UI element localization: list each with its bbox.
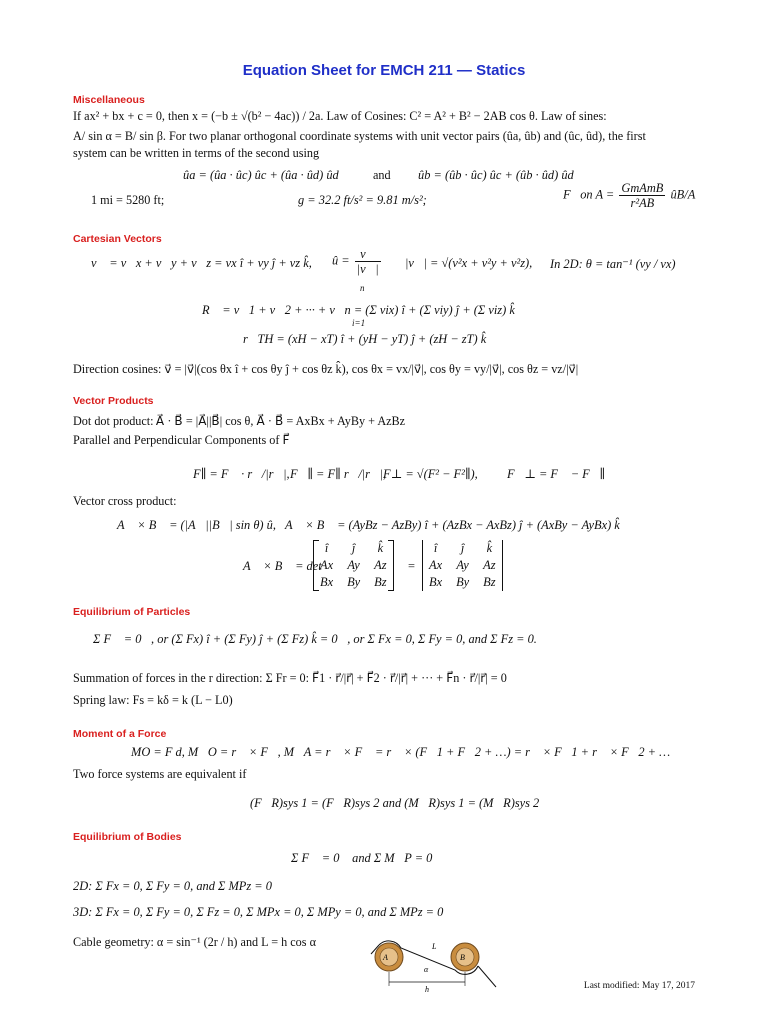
unit-vector-ua-equation: ûa = (ûa · ûc) ûc + (ûa · ûd) ûd — [183, 168, 339, 182]
parallel-component-magnitude: F∥ = F⃗ · r⃗/|r⃗|, — [193, 467, 290, 481]
matrix-cell: Ay — [456, 558, 469, 572]
cross-product-components: A⃗ × B⃗ = (AyBz − AzBy) î + (AzBx − AxBz) ĵ + (AxBy − AyBx) k̂ — [285, 518, 620, 532]
matrix-row — [422, 557, 503, 574]
matrix-cell: î — [324, 541, 329, 555]
vector-magnitude-equation: |v⃗| = √(v²x + v²y + v²z), — [405, 256, 533, 270]
matrix-row — [313, 540, 394, 557]
parallel-perpendicular-heading: Parallel and Perpendicular Components of F⃗ — [73, 433, 290, 447]
dot-product-equation: Dot dot product: A⃗ · B⃗ = |A⃗||B⃗| cos θ, A⃗ · B⃗ = AxBx + AyBy + AzBz — [73, 414, 406, 428]
matrix-row — [422, 540, 503, 557]
angle-alpha-label: α — [424, 965, 429, 974]
vector-components-equation: v⃗ = v⃗x + v⃗y + v⃗z = vx î + vy ĵ + vz k̂, — [91, 256, 312, 270]
equivalent-systems-text: Two force systems are equivalent if — [73, 767, 247, 781]
gravitation-denominator: r²AB — [630, 196, 655, 211]
section-heading-eq-bodies: Equilibrium of Bodies — [73, 831, 182, 843]
unit-vector-definition — [332, 247, 383, 277]
two-d-equilibrium-equations: 2D: Σ Fx = 0, Σ Fy = 0, and Σ MPz = 0 — [73, 879, 272, 893]
matrix-cell: By — [347, 575, 361, 589]
matrix-cell: By — [456, 575, 470, 589]
matrix-cell: Bx — [429, 575, 443, 589]
gravitation-unit-vector: ûB/A — [670, 187, 696, 202]
matrix-cell: Ax — [429, 558, 443, 572]
pulley-a-label: A — [383, 953, 388, 962]
cable-geometry-equation: Cable geometry: α = sin⁻¹ (2r / h) and L = h cos α — [73, 935, 316, 949]
section-heading-misc: Miscellaneous — [73, 94, 145, 106]
cross-product-magnitude: A⃗ × B⃗ = (|A⃗||B⃗| sin θ) û, — [117, 518, 276, 532]
cross-product-determinant-label: A⃗ × B⃗ = det — [243, 559, 322, 573]
matrix-cell: Bz — [483, 575, 496, 589]
perpendicular-component-magnitude: F⊥ = √(F² − F²∥), — [383, 467, 478, 481]
gravitation-fraction — [619, 181, 665, 211]
pulley-b-label: B — [460, 953, 465, 962]
matrix-cell: k̂ — [377, 541, 384, 555]
unit-vector-fraction — [355, 247, 381, 277]
pulley-b-hub — [456, 948, 474, 966]
position-vector-rth: r⃗TH = (xH − xT) î + (yH − yT) ĵ + (zH − zT) k̂ — [243, 332, 487, 346]
page-title: Equation Sheet for EMCH 211 — Statics — [242, 62, 526, 79]
unit-vector-denominator: |v⃗| — [356, 262, 379, 277]
unit-vector-ub-equation: ûb = (ûb · ûc) ûc + (ûb · ûd) ûd — [418, 168, 574, 182]
two-d-angle-equation: In 2D: θ = tan⁻¹ (vy / vx) — [550, 257, 676, 271]
length-l-label: L — [432, 942, 437, 951]
unit-vector-lhs: û = — [332, 253, 350, 268]
and-word: and — [373, 168, 391, 182]
distance-h-label: h — [425, 985, 429, 994]
unit-vector-numerator: v⃗ — [355, 247, 381, 262]
matrix-cell: Ay — [347, 558, 360, 572]
matrix-cell: Bx — [320, 575, 334, 589]
summation-lower-limit: i=1 — [352, 318, 366, 328]
cable-end-right — [478, 966, 496, 987]
matrix-cell: ĵ — [351, 541, 356, 555]
gravitation-law — [563, 181, 695, 211]
mile-conversion: 1 mi = 5280 ft; — [91, 193, 165, 207]
last-modified-date: Last modified: May 17, 2017 — [583, 981, 695, 991]
resultant-vector-sum: R⃗ = v⃗1 + v⃗2 + ··· + v⃗n = (Σ vix) î + (Σ viy) ĵ + (Σ viz) k̂ — [202, 303, 515, 317]
equivalent-systems-equation: (F⃗R)sys 1 = (F⃗R)sys 2 and (M⃗R)sys 1 = (M⃗R)sys 2 — [250, 796, 540, 810]
matrix-cell: Az — [483, 558, 496, 572]
cross-product-heading: Vector cross product: — [73, 494, 177, 508]
matrix-cell: ĵ — [460, 541, 465, 555]
cable-pulley-diagram — [366, 932, 516, 994]
section-heading-cartesian: Cartesian Vectors — [73, 233, 162, 245]
matrix-row — [422, 574, 503, 591]
matrix-cell: Bz — [374, 575, 387, 589]
misc-paragraph-line-3: system can be written in terms of the second using — [73, 146, 320, 160]
gravity-constant: g = 32.2 ft/s² = 9.81 m/s²; — [298, 193, 427, 207]
misc-paragraph-line-2: A/ sin α = B/ sin β. For two planar orthogonal coordinate systems with unit vector pairs (ûa, ûb) and (ûc, ûd), the first — [73, 129, 646, 143]
moment-equations: MO = F d, M⃗O = r⃗ × F⃗, M⃗A = r⃗ × F⃗ = r⃗ × (F⃗1 + F⃗2 + …) = r⃗ × F⃗1 + r⃗ × F⃗2 + … — [131, 745, 671, 759]
particle-equilibrium-equations: Σ F⃗ = 0⃗, or (Σ Fx) î + (Σ Fy) ĵ + (Σ Fz) k̂ = 0⃗, or Σ Fx = 0, Σ Fy = 0, and Σ Fz = 0. — [93, 632, 537, 646]
direction-cosines: Direction cosines: v⃗ = |v⃗|(cos θx î + cos θy ĵ + cos θz k̂), cos θx = vx/|v⃗|, cos θy = vy/|v⃗|, cos θz = vz/|v⃗| — [73, 362, 579, 376]
misc-paragraph-line-1: If ax² + bx + c = 0, then x = (−b ± √(b² − 4ac)) / 2a. Law of Cosines: C² = A² + B² − 2AB cos θ. Law of sines: — [73, 109, 607, 123]
section-heading-eq-particles: Equilibrium of Particles — [73, 606, 191, 618]
gravitation-numerator: GmAmB — [621, 181, 664, 195]
matrix-row — [313, 574, 394, 591]
matrix-cell: Az — [374, 558, 387, 572]
section-heading-moment: Moment of a Force — [73, 728, 167, 740]
cross-product-determinant — [422, 540, 503, 591]
three-d-equilibrium-equations: 3D: Σ Fx = 0, Σ Fy = 0, Σ Fz = 0, Σ MPx = 0, Σ MPy = 0, and Σ MPz = 0 — [73, 905, 444, 919]
matrix-cell: k̂ — [486, 541, 493, 555]
body-equilibrium-vector-equations: Σ F⃗ = 0⃗ and Σ M⃗P = 0⃗ — [291, 851, 442, 865]
section-heading-vector-products: Vector Products — [73, 395, 154, 407]
spring-law: Spring law: Fs = kδ = k (L − L0) — [73, 693, 233, 707]
gravitation-lhs: F⃗on A = — [563, 187, 615, 202]
parallel-component-vector: F⃗∥ = F∥ r⃗/|r⃗|, — [290, 467, 387, 481]
cross-product-matrix — [313, 540, 394, 591]
matrix-cell: Ax — [320, 558, 334, 572]
matrix-row — [313, 557, 394, 574]
summation-upper-limit: n — [360, 283, 365, 293]
matrix-equals-sign: = — [408, 559, 415, 573]
perpendicular-component-vector: F⃗⊥ = F⃗ − F⃗∥ — [507, 467, 606, 481]
r-direction-summation: Summation of forces in the r direction: Σ Fr = 0: F⃗1 · r⃗/|r⃗| + F⃗2 · r⃗/|r⃗| + ··· + F⃗n · r⃗/|r⃗| = 0 — [73, 671, 507, 685]
matrix-cell: î — [433, 541, 438, 555]
